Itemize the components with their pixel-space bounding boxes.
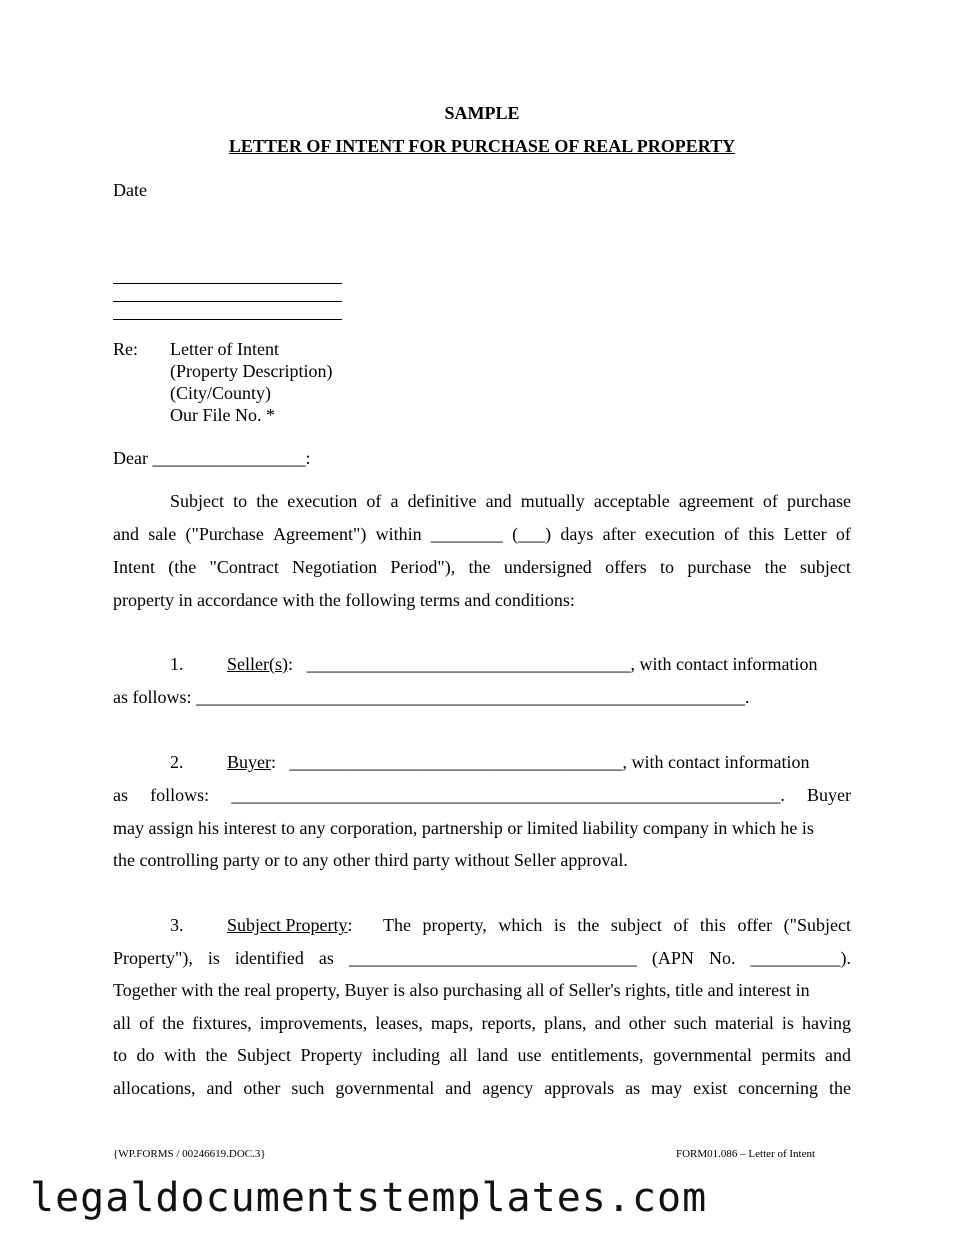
word: agreement [678,491,754,511]
re-line: (Property Description) [170,361,333,381]
word: (APN [651,948,694,968]
word: the [764,557,787,577]
address-line [113,301,342,302]
watermark: legaldocumentstemplates.com [30,1175,708,1221]
intro-line: property in accordance with the following terms and conditions: [113,590,575,610]
address-line [113,283,342,284]
word: Intent [113,557,155,577]
word: follows: [150,785,210,805]
word: undersigned [503,557,592,577]
word: of [139,1013,155,1033]
word: the [468,557,491,577]
seller-line-text: : ____________________________________, with contact information [287,654,818,674]
word: of [673,915,689,935]
word: other [628,1013,666,1033]
word: the [828,1078,851,1098]
property-line [113,1013,851,1034]
seller-label: Seller(s) [227,654,288,674]
item-number: 3. [170,915,184,935]
buyer-line [227,752,851,773]
buyer-label: Buyer [227,752,271,772]
word: "Contract [209,557,279,577]
word: this [748,524,775,544]
word: fixtures, [192,1013,252,1033]
word: agency [482,1078,534,1098]
re-line: Our File No. * [170,405,275,425]
word: which [498,915,543,935]
word: the [205,1045,228,1065]
word: plans, [544,1013,587,1033]
word: ("Purchase [185,524,264,544]
word: approvals [544,1078,615,1098]
buyer-line-text: : _____________________________________, with contact information [271,752,810,772]
buyer-assign-line: may assign his interest to any corporation, partnership or limited liability company in which he is [113,818,814,838]
word: mutually [520,491,585,511]
re-line: (City/County) [170,383,272,403]
word: No. [708,948,736,968]
word: (the [168,557,197,577]
seller-line [227,654,851,675]
word: within [375,524,422,544]
word: and [485,491,512,511]
word: and [824,1045,851,1065]
word: purchase [787,491,851,511]
word: the [577,915,600,935]
word: of [762,491,778,511]
word: such [291,1078,325,1098]
word: as [113,785,128,805]
word: is [781,1013,794,1033]
word: The [383,915,411,935]
word: and [445,1078,472,1098]
word: __________). [750,948,851,968]
word: entitlements, [551,1045,644,1065]
word: Period"), [390,557,456,577]
word: permits [761,1045,816,1065]
intro-line [113,524,851,545]
word: property, [422,915,487,935]
word: after [602,524,636,544]
word: use [517,1045,542,1065]
word: execution [644,524,715,544]
footer-left: {WP.FORMS / 00246619.DOC.3} [113,1148,266,1160]
word: (___) [512,524,552,544]
intro-line [113,557,851,578]
word: maps, [430,1013,474,1033]
word: offer [737,915,773,935]
property-label: Subject Property [227,915,348,935]
word: Buyer [806,785,851,805]
word: reports, [481,1013,536,1033]
word: purchase [687,557,752,577]
word: concerning [738,1078,819,1098]
address-line [113,319,342,320]
intro-line [170,491,851,512]
word: may [651,1078,683,1098]
word: sale [148,524,177,544]
seller-contact-line: as follows: _____________________________________________________________. [113,687,750,707]
word: material [714,1013,774,1033]
word: Agreement") [273,524,367,544]
word: of [835,524,851,544]
word: leases, [375,1013,423,1033]
property-line [113,1078,851,1099]
word: of [366,491,382,511]
word: Subject [237,1045,292,1065]
property-label-wrap: Subject Property: [227,915,353,935]
word: governmental [335,1078,435,1098]
word: to [233,491,248,511]
word: as [625,1078,641,1098]
word: subject [799,557,851,577]
word: and [206,1078,233,1098]
word: acceptable [593,491,670,511]
buyer-contact-line [113,785,851,806]
word: as [318,948,334,968]
footer-right: FORM01.086 – Letter of Intent [676,1148,816,1160]
word: Negotiation [292,557,378,577]
property-line: Together with the real property, Buyer is also purchasing all of Seller's rights, title and interest in [113,980,810,1000]
word: is [207,948,220,968]
word: Property"), [113,948,193,968]
word: to [113,1045,128,1065]
word: ________________________________ [348,948,637,968]
word: is [553,915,566,935]
word: identified [234,948,304,968]
word: Letter [783,524,827,544]
property-line [113,948,851,969]
date-label: Date [113,180,147,200]
property-line [113,1045,851,1066]
re-line: Letter of Intent [170,339,279,359]
word: ________ [430,524,503,544]
word: execution [287,491,358,511]
word: Property [300,1045,363,1065]
word: a [390,491,399,511]
word: definitive [407,491,477,511]
document-subtitle: LETTER OF INTENT FOR PURCHASE OF REAL PROPERTY [228,136,736,156]
word: and [113,524,139,544]
word: and [594,1013,621,1033]
word: Subject [170,491,224,511]
word: the [256,491,279,511]
word: ("Subject [783,915,851,935]
word: do [136,1045,155,1065]
word: the [162,1013,185,1033]
salutation: Dear _________________: [113,448,311,468]
word: land [477,1045,509,1065]
word: with [164,1045,197,1065]
word: such [673,1013,707,1033]
word: this [699,915,726,935]
word: of [724,524,740,544]
word: all [113,1013,131,1033]
document-title: SAMPLE [444,103,520,123]
word: all [449,1045,468,1065]
word: days [560,524,594,544]
word: to [660,557,675,577]
word: allocations, [113,1078,196,1098]
word: exist [693,1078,728,1098]
word: _____________________________________________________________. [231,785,785,805]
re-label: Re: [113,339,138,359]
word: offers [605,557,647,577]
word: having [802,1013,851,1033]
word: other [243,1078,281,1098]
word: including [372,1045,441,1065]
property-line [383,915,851,936]
buyer-assign-line: the controlling party or to any other third party without Seller approval. [113,850,628,870]
word: improvements, [259,1013,368,1033]
item-number: 1. [170,654,184,674]
item-number: 2. [170,752,184,772]
word: subject [610,915,662,935]
word: governmental [653,1045,752,1065]
